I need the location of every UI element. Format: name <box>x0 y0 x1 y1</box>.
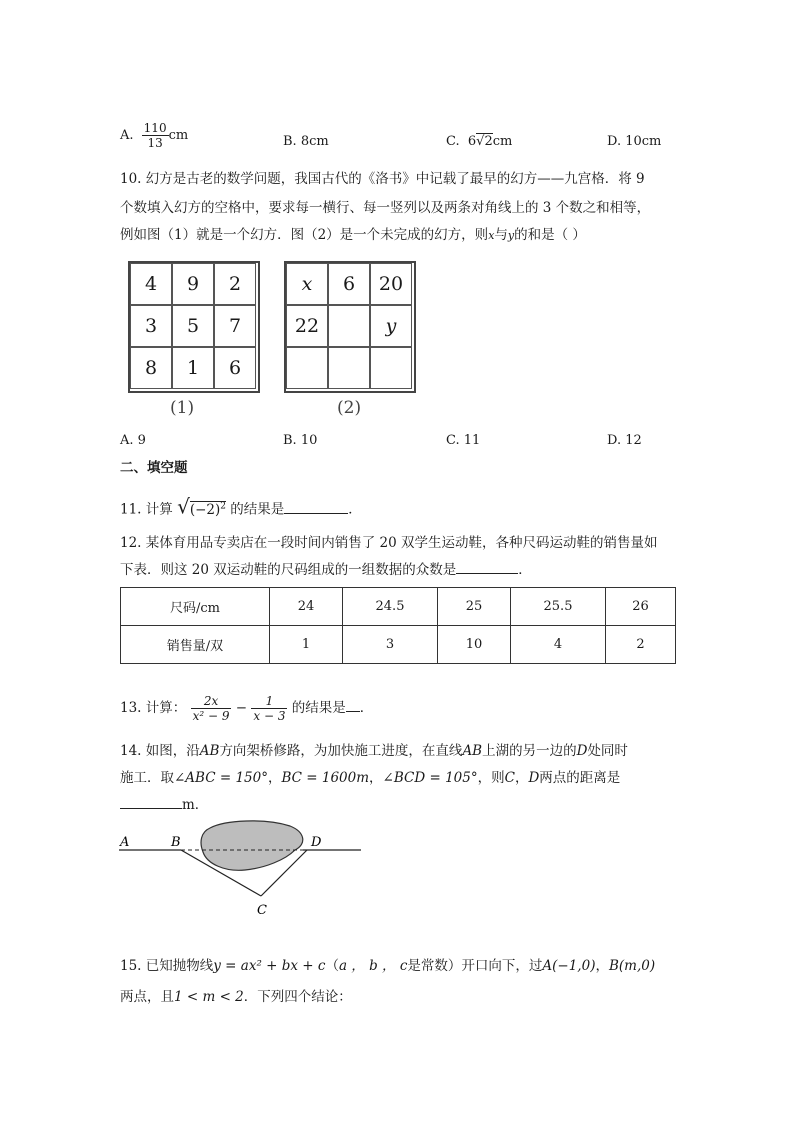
magic-square-cell: 9 <box>172 263 214 305</box>
magic-square-cell: 20 <box>370 263 412 305</box>
lake-shape <box>201 821 303 870</box>
magic-square-cell <box>370 347 412 389</box>
magic-square-cell: 22 <box>286 305 328 347</box>
q11: 11. 计算 $√(-2)^2$ 的结果是 ． <box>120 494 362 519</box>
q10-line-2: 个数填入幻方的空格中，要求每一横行、每一竖列以及两条对角线上的 3 个数之和相等， <box>120 200 651 216</box>
magic-square-cell: 5 <box>172 305 214 347</box>
q10-option-a: A. 9 <box>120 433 146 448</box>
q10-option-c: C. 11 <box>446 433 481 448</box>
q10-option-d: D. 12 <box>607 433 642 448</box>
magic-square-2 <box>284 261 416 393</box>
magic-square-cell <box>286 347 328 389</box>
q14-line-3: m． <box>120 794 208 815</box>
table-cell: 4 <box>511 626 606 664</box>
magic-square-cell: 6 <box>214 347 256 389</box>
table-cell: 尺码/cm <box>121 588 270 626</box>
magic-square-cell: 6 <box>328 263 370 305</box>
magic-square-cell <box>328 347 370 389</box>
table-row <box>121 588 676 626</box>
q9-option-c: C. 6√2cm <box>446 134 513 149</box>
q12-line-2: 下表．则这 20 双运动鞋的尺码组成的一组数据的众数是 ． <box>120 559 532 580</box>
lake-bridge-figure <box>115 820 375 920</box>
q9-option-b: B. 8cm <box>283 134 329 149</box>
table-cell: 25.5 <box>511 588 606 626</box>
q10-option-b: B. 10 <box>283 433 318 448</box>
table-cell: 1 <box>270 626 343 664</box>
section-heading: 二、填空题 <box>120 460 188 476</box>
table-cell: 10 <box>438 626 511 664</box>
q15-line-2: 两点，且1 < m < 2．下列四个结论： <box>120 989 352 1005</box>
table-cell: 销售量/双 <box>121 626 270 664</box>
magic-square-cell: 2 <box>214 263 256 305</box>
table-cell: 2 <box>606 626 676 664</box>
shoe-size-table <box>120 587 676 664</box>
label-a: A <box>120 835 130 850</box>
q10-line-1: 10. 幻方是古老的数学问题，我国古代的《洛书》中记载了最早的幻方——九宫格．将 9 <box>120 171 645 187</box>
figure-1-caption: (1) <box>170 398 195 418</box>
magic-square-1 <box>128 261 260 393</box>
q14-line-2: 施工．取∠ABC = 150°，BC = 1600m，∠BCD = 105°，则C，D两点的距离是 <box>120 770 621 786</box>
q9-option-d: D. 10cm <box>607 134 662 149</box>
table-row <box>121 626 676 664</box>
magic-square-cell: 1 <box>172 347 214 389</box>
q12-line-1: 12. 某体育用品专卖店在一段时间内销售了 20 双学生运动鞋，各种尺码运动鞋的销售量如 <box>120 535 658 551</box>
magic-square-cell: 3 <box>130 305 172 347</box>
q15-line-1: 15. 已知抛物线y = ax² + bx + c（a ， b ， c是常数）开口向下，过A(−1,0)，B(m,0) <box>120 958 656 974</box>
magic-square-cell: x <box>286 263 328 305</box>
q13: 13. 计算： $\frac{2x}{\text{x² − 9}}$ − $\frac{1}{x - 3}$ 的结果是 ． <box>120 694 374 723</box>
table-cell: 24 <box>270 588 343 626</box>
table-cell: 3 <box>343 626 438 664</box>
magic-square-cell: 8 <box>130 347 172 389</box>
magic-square-cell: y <box>370 305 412 347</box>
magic-square-cell: 4 <box>130 263 172 305</box>
figure-2-caption: (2) <box>337 398 362 418</box>
table-cell: 26 <box>606 588 676 626</box>
label-d: D <box>311 835 322 850</box>
table-cell: 24.5 <box>343 588 438 626</box>
table-cell: 25 <box>438 588 511 626</box>
q9-option-a: A. $\frac{110}{13}$ cm <box>120 121 189 150</box>
q10-line-3: 例如图（1）就是一个幻方．图（2）是一个未完成的幻方，则x与y的和是（ ） <box>120 227 586 243</box>
label-b: B <box>171 835 181 850</box>
magic-square-cell <box>328 305 370 347</box>
magic-square-cell: 7 <box>214 305 256 347</box>
q14-line-1: 14. 如图，沿AB方向架桥修路，为加快施工进度，在直线AB上湖的另一边的D处同时 <box>120 743 628 759</box>
label-c: C <box>257 903 267 918</box>
